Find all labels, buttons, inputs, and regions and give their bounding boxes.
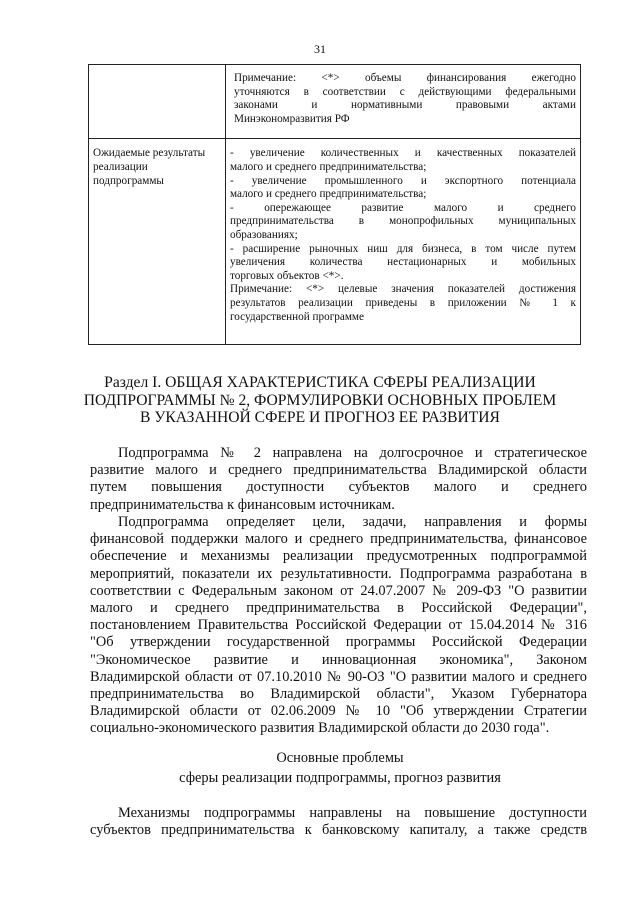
result-line: Примечание: <*> целевые значения показателей достижения	[230, 283, 576, 296]
paragraph-line: соответствии с Федеральным законом от 24.07.2007 № 209-ФЗ "О развитии	[90, 582, 587, 599]
result-line: образованиях;	[230, 228, 298, 241]
result-line: государственной программе	[230, 310, 364, 323]
result-line: - увеличение промышленного и экспортного потенциала	[230, 174, 576, 187]
result-line: - опережающее развитие малого и среднего	[230, 201, 576, 214]
table-row	[89, 139, 581, 345]
result-line: результатов реализации приведены в приложении № 1 к	[230, 296, 576, 309]
paragraph-line: субъектов предпринимательства к банковскому капиталу, а также средств	[90, 822, 587, 839]
paragraph-line: обеспечение и механизмы реализации предусмотренных подпрограммой	[90, 548, 587, 565]
paragraph-line: предпринимательства во Владимирской области", Указом Губернатора	[90, 686, 587, 703]
result-line: - расширение рыночных ниш для бизнеса, в том числе путем	[230, 242, 576, 255]
passport-table	[88, 64, 581, 345]
table-cell-expected-results	[226, 139, 581, 345]
note-line: уточняются в соответствии с действующими федеральными	[234, 85, 576, 98]
paragraph-2	[90, 514, 587, 738]
paragraph-line: "Экономическое развитие и инновационная экономика", Законом	[90, 651, 587, 668]
paragraph-line: социально-экономического развития Владимирской области до 2030 года".	[90, 720, 550, 737]
paragraph-line: Владимирской области от 07.10.2010 № 90-ОЗ "О развитии малого и среднего	[90, 668, 587, 685]
paragraph-line: развитие малого и среднего предпринимательства Владимирской области	[90, 462, 587, 479]
paragraph-line: Подпрограмма определяет цели, задачи, направления и формы	[118, 514, 587, 530]
paragraph-line: предпринимательства к финансовым источникам.	[90, 496, 395, 513]
paragraph-line: финансовой поддержки малого и среднего предпринимательства, финансовое	[90, 531, 587, 548]
heading-line: Раздел I. ОБЩАЯ ХАРАКТЕРИСТИКА СФЕРЫ РЕАЛИЗАЦИИ	[104, 374, 536, 391]
paragraph-line: Владимирской области от 02.06.2009 № 10 "Об утверждении Стратегии	[90, 703, 587, 720]
paragraph-line: путем повышения доступности субъектов малого и среднего	[90, 479, 587, 496]
table-row	[89, 65, 581, 139]
note-line: законами и нормативными правовыми актами	[234, 99, 576, 112]
table-cell-expected-results-label	[89, 139, 226, 345]
paragraph-1	[90, 445, 587, 514]
section-heading	[60, 374, 580, 427]
result-line: малого и среднего предпринимательства;	[230, 160, 427, 173]
label-line: подпрограммы	[93, 174, 164, 187]
paragraph-line: Подпрограмма № 2 направлена на долгосрочное и стратегическое	[118, 445, 587, 461]
paragraph-line: мероприятий, показатели их результативности. Подпрограмма разработана в	[90, 565, 587, 582]
heading-line: В УКАЗАННОЙ СФЕРЕ И ПРОГНОЗ ЕЕ РАЗВИТИЯ	[140, 409, 500, 426]
paragraph-line: малого и среднего предпринимательства в Российской Федерации",	[90, 600, 587, 617]
page-number: 31	[314, 42, 326, 56]
paragraph-line: "Об утверждении государственной программы Российской Федерации	[90, 634, 587, 651]
result-line: увеличения количества нестационарных и мобильных	[230, 256, 576, 269]
subheading	[60, 748, 620, 788]
paragraph-line: Механизмы подпрограммы направлены на повышение доступности	[118, 805, 587, 821]
note-line: Примечание: <*> объемы финансирования ежегодно	[234, 72, 576, 84]
paragraph-3	[90, 805, 587, 839]
note-line: Минэкономразвития РФ	[234, 112, 350, 125]
result-line: торговых объектов <*>.	[230, 269, 344, 282]
result-line: малого и среднего предпринимательства;	[230, 188, 427, 201]
result-line: - увеличение количественных и качественных показателей	[230, 147, 576, 160]
subheading-line: сферы реализации подпрограммы, прогноз развития	[179, 770, 501, 786]
paragraph-line: постановлением Правительства Российской Федерации от 15.04.2014 № 316	[90, 617, 587, 634]
label-line: реализации	[93, 160, 148, 173]
result-line: предпринимательства в монопрофильных муниципальных	[230, 215, 576, 228]
subheading-line: Основные проблемы	[276, 750, 404, 766]
table-cell-empty	[89, 65, 226, 139]
heading-line: ПОДПРОГРАММЫ № 2, ФОРМУЛИРОВКИ ОСНОВНЫХ ПРОБЛЕМ	[83, 391, 557, 409]
table-cell-funding-note	[226, 65, 581, 139]
label-line: Ожидаемые результаты	[93, 147, 206, 160]
